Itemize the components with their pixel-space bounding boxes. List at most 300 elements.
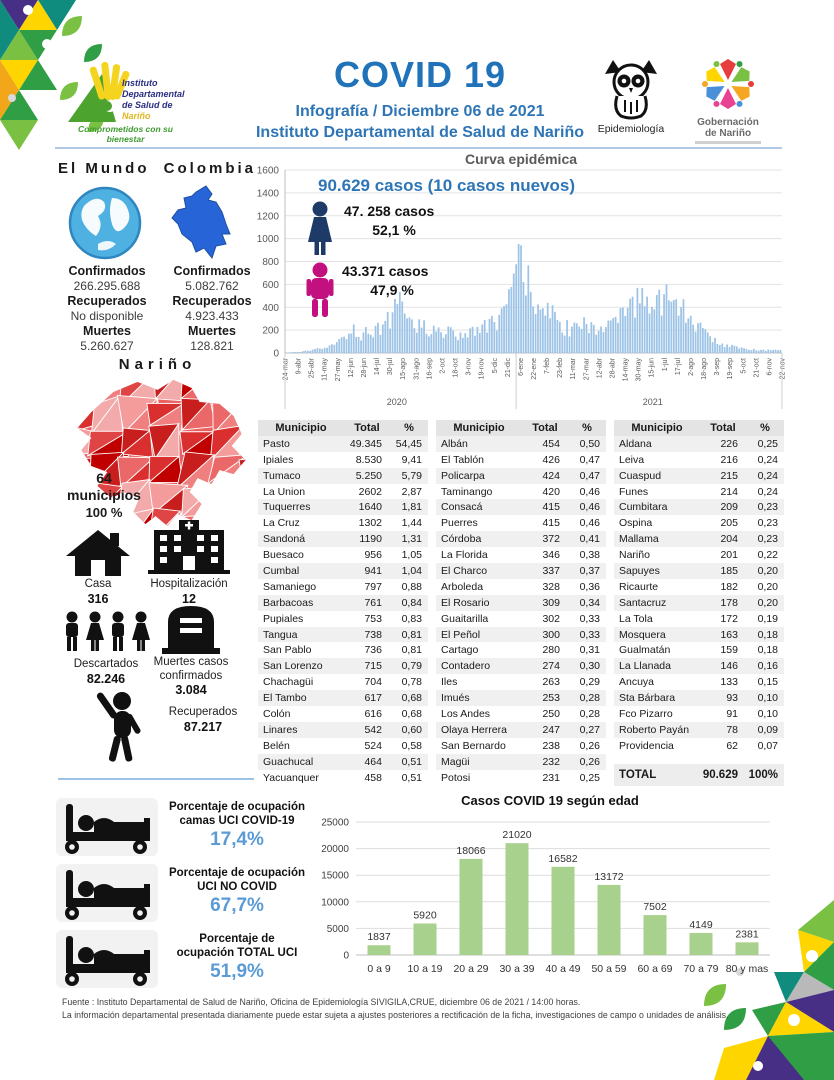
idsn-logo-line3-accent: Nariño xyxy=(122,110,151,121)
svg-text:30-may: 30-may xyxy=(635,358,643,382)
table-cell: 226 xyxy=(720,437,738,450)
table-row xyxy=(258,738,428,754)
table-cell: 0,51 xyxy=(401,755,422,768)
table-row xyxy=(614,563,784,579)
table-cell: 263 xyxy=(542,676,560,689)
table-header-row xyxy=(436,420,606,436)
table-cell: 0,15 xyxy=(757,676,778,689)
table-cell: 1640 xyxy=(358,501,382,514)
casa-label: Casa xyxy=(84,578,112,590)
table-cell: Guaitarilla xyxy=(441,612,489,625)
svg-text:15000: 15000 xyxy=(321,870,349,882)
table-row xyxy=(436,706,606,722)
header-divider xyxy=(55,147,782,149)
footer-line1: Fuente : Instituto Departamental de Salud de Nariño, Oficina de Epidemiología SIVIGILA,CRUE, diciembre 06 de 2021 / 14:00 horas. xyxy=(62,997,581,1007)
table-cell: 0,68 xyxy=(401,707,422,720)
table-cell: 0,46 xyxy=(579,517,600,530)
world-colombia-heading xyxy=(58,160,256,177)
table-row xyxy=(614,468,784,484)
table-cell: 941 xyxy=(364,564,382,577)
table-cell: Pupiales xyxy=(263,612,304,625)
table-cell: TOTAL xyxy=(619,768,657,781)
table-cell: Chachagüi xyxy=(263,676,314,689)
table-cell: 100% xyxy=(748,768,778,781)
footer-line2: La información departamental presentada diariamente puede estar sujeta a ajustes posteriores a rectificación de la ficha, investigaciones de campo o unidades de análisis. xyxy=(62,1010,729,1020)
svg-text:1-jul: 1-jul xyxy=(661,358,669,372)
house-icon xyxy=(66,530,130,576)
left-panel-divider xyxy=(58,778,254,780)
svg-text:7-feb: 7-feb xyxy=(544,358,552,374)
table-cell: 5.250 xyxy=(355,469,382,482)
table-cell: Cuaspud xyxy=(619,469,662,482)
svg-text:80 y mas: 80 y mas xyxy=(725,963,769,975)
table-cell: 238 xyxy=(542,739,560,752)
table-cell: 0,30 xyxy=(579,660,600,673)
table-row xyxy=(258,595,428,611)
svg-text:16-sep: 16-sep xyxy=(426,358,434,380)
table-row xyxy=(258,468,428,484)
svg-text:2381: 2381 xyxy=(735,928,759,941)
table-cell: 0,26 xyxy=(579,755,600,768)
table-cell: 0,36 xyxy=(579,580,600,593)
table-cell: Municipio xyxy=(453,421,505,434)
table-cell: 0,23 xyxy=(757,501,778,514)
table-cell: La Cruz xyxy=(263,517,300,530)
table-row xyxy=(258,547,428,563)
table-cell: Fco Pizarro xyxy=(619,707,673,720)
table-cell: 0,25 xyxy=(579,771,600,784)
svg-text:1837: 1837 xyxy=(367,931,391,944)
table-cell: 231 xyxy=(542,771,560,784)
table-cell: Ancuya xyxy=(619,676,655,689)
colombia-map-icon xyxy=(166,184,238,262)
svg-text:2-oct: 2-oct xyxy=(439,358,447,374)
stat-label: Confirmados xyxy=(68,264,146,278)
table-cell: El Peñol xyxy=(441,628,481,641)
table-cell: 0,20 xyxy=(757,596,778,609)
table-cell: Linares xyxy=(263,723,298,736)
hospitalizacion-label: Hospitalización xyxy=(150,578,228,590)
svg-text:23-feb: 23-feb xyxy=(557,358,565,378)
stat-value: 5.260.627 xyxy=(80,339,134,353)
male-cases: 43.371 casos xyxy=(342,263,429,279)
table-cell: 0,23 xyxy=(757,517,778,530)
table-cell: Córdoba xyxy=(441,533,482,546)
table-cell: 524 xyxy=(364,739,382,752)
svg-text:13172: 13172 xyxy=(594,870,624,883)
table-row xyxy=(436,468,606,484)
descartados-label: Descartados xyxy=(73,658,139,670)
svg-text:40 a 49: 40 a 49 xyxy=(545,963,581,975)
table-cell: 0,47 xyxy=(579,469,600,482)
table-cell: 0,19 xyxy=(757,612,778,625)
table-cell: 1190 xyxy=(359,533,382,546)
table-cell: 715 xyxy=(364,660,382,673)
municipality-table-group xyxy=(436,420,606,785)
gobernacion-tagline-rule xyxy=(695,141,761,144)
svg-text:22-ene: 22-ene xyxy=(531,358,538,380)
uci-nocovid-line1: Porcentaje de ocupación xyxy=(168,867,306,879)
table-cell: San Pablo xyxy=(263,644,312,657)
table-row xyxy=(436,547,606,563)
table-row xyxy=(258,754,428,770)
svg-text:21-oct: 21-oct xyxy=(753,358,761,378)
table-cell: 78 xyxy=(726,723,738,736)
globe-icon xyxy=(68,186,142,260)
table-row xyxy=(436,690,606,706)
uci-total-value: 51,9% xyxy=(210,961,264,982)
muertes-stat xyxy=(142,656,240,698)
table-cell: 146 xyxy=(720,660,738,673)
table-cell: 62 xyxy=(726,739,738,752)
table-cell: 159 xyxy=(720,644,738,657)
table-cell: Cumbal xyxy=(263,564,300,577)
table-cell: Buesaco xyxy=(263,549,304,562)
table-cell: 426 xyxy=(542,453,560,466)
table-cell: Tangua xyxy=(263,628,298,641)
svg-text:18-ago: 18-ago xyxy=(701,358,709,380)
table-row xyxy=(258,706,428,722)
svg-text:27-mar: 27-mar xyxy=(583,358,591,381)
table-cell: % xyxy=(404,421,414,434)
stat-label: Recuperados xyxy=(67,294,147,308)
table-row xyxy=(258,690,428,706)
svg-text:12-jun: 12-jun xyxy=(347,358,355,378)
table-cell: 1,31 xyxy=(401,533,422,546)
table-row xyxy=(436,484,606,500)
table-cell: Municipio xyxy=(275,421,327,434)
table-cell: 761 xyxy=(364,596,382,609)
table-cell: Gualmatán xyxy=(619,644,671,657)
table-cell: 0,18 xyxy=(757,628,778,641)
table-cell: Colón xyxy=(263,707,291,720)
table-cell: 0,46 xyxy=(579,485,600,498)
uci-total-stat xyxy=(160,932,314,984)
table-cell: El Charco xyxy=(441,564,488,577)
table-cell: 0,83 xyxy=(401,612,422,625)
table-cell: 9,41 xyxy=(401,453,422,466)
uci-total-line1: Porcentaje de xyxy=(199,933,275,945)
svg-text:11-may: 11-may xyxy=(321,358,329,381)
gobernacion-line1: Gobernación xyxy=(697,117,759,128)
male-icon xyxy=(304,262,336,318)
age-bar-chart xyxy=(312,806,782,992)
table-cell: Roberto Payán xyxy=(619,723,690,736)
table-cell: Contadero xyxy=(441,660,491,673)
stat-value: No disponible xyxy=(70,309,144,323)
svg-text:200: 200 xyxy=(262,325,279,337)
tombstone-icon xyxy=(156,602,226,654)
table-cell: 0,33 xyxy=(579,628,600,641)
svg-text:9-abr: 9-abr xyxy=(295,358,303,375)
table-cell: Ospina xyxy=(619,517,653,530)
table-cell: El Tablón xyxy=(441,453,485,466)
table-cell: 232 xyxy=(542,755,560,768)
svg-text:7502: 7502 xyxy=(643,901,667,914)
idsn-logo-line1: Instituto xyxy=(122,78,158,88)
svg-text:19-sep: 19-sep xyxy=(727,358,735,380)
table-cell: 0,18 xyxy=(757,644,778,657)
table-cell: 49.345 xyxy=(349,437,382,450)
table-row xyxy=(436,436,606,452)
table-row xyxy=(258,722,428,738)
table-cell: 1,81 xyxy=(401,501,422,514)
table-cell: Sta Bárbara xyxy=(619,692,676,705)
table-cell: 372 xyxy=(542,533,560,546)
table-cell: 1,04 xyxy=(401,564,422,577)
svg-text:24-mar: 24-mar xyxy=(282,358,290,381)
hospital-bed-icon xyxy=(56,864,158,922)
table-cell: 300 xyxy=(542,628,560,641)
table-cell: 0,58 xyxy=(401,739,422,752)
descartados-value: 82.246 xyxy=(86,671,126,686)
table-cell: Guachucal xyxy=(263,755,314,768)
table-row xyxy=(258,627,428,643)
table-row xyxy=(258,563,428,579)
table-cell: 182 xyxy=(720,580,738,593)
table-cell: La Florida xyxy=(441,549,488,562)
idsn-logo-line2: Departamental xyxy=(122,89,185,99)
table-cell: 1,44 xyxy=(401,517,422,530)
female-cases: 47. 258 casos xyxy=(344,203,435,219)
svg-text:2020: 2020 xyxy=(386,397,407,407)
svg-text:400: 400 xyxy=(262,302,279,314)
recovered-person-icon xyxy=(88,690,152,764)
stat-label: Muertes xyxy=(83,324,131,338)
colombia-heading: Colombia xyxy=(163,160,256,177)
stat-label: Confirmados xyxy=(173,264,251,278)
table-cell: El Rosario xyxy=(441,596,490,609)
svg-text:31-ago: 31-ago xyxy=(413,358,421,380)
svg-text:60 a 69: 60 a 69 xyxy=(637,963,673,975)
table-cell: 346 xyxy=(542,549,560,562)
table-cell: 201 xyxy=(720,549,738,562)
uci-covid-value: 17,4% xyxy=(210,829,264,850)
owl-icon xyxy=(593,58,669,118)
gobernacion-line2: de Nariño xyxy=(704,128,752,139)
table-spacer xyxy=(614,754,784,764)
table-cell: 0,16 xyxy=(757,660,778,673)
svg-text:5920: 5920 xyxy=(413,909,437,922)
uci-total-line2: ocupación TOTAL UCI xyxy=(176,947,298,959)
table-row xyxy=(258,452,428,468)
table-cell: 1,05 xyxy=(401,549,422,562)
table-cell: 214 xyxy=(720,485,738,498)
hospitalizacion-value: 12 xyxy=(182,591,196,606)
table-cell: 280 xyxy=(542,644,560,657)
table-cell: 215 xyxy=(720,469,738,482)
table-cell: 250 xyxy=(542,707,560,720)
table-cell: 617 xyxy=(364,692,382,705)
table-header-row xyxy=(258,420,428,436)
table-row xyxy=(614,499,784,515)
svg-text:12-abr: 12-abr xyxy=(596,358,604,379)
table-total-row xyxy=(614,764,784,786)
narino-heading: Nariño xyxy=(118,356,197,373)
table-cell: 0,47 xyxy=(579,453,600,466)
table-cell: 0,29 xyxy=(579,676,600,689)
svg-text:14-may: 14-may xyxy=(622,358,630,382)
table-cell: 424 xyxy=(542,469,560,482)
table-cell: Sapuyes xyxy=(619,564,660,577)
table-cell: 133 xyxy=(720,676,738,689)
table-cell: Policarpa xyxy=(441,469,485,482)
svg-text:1200: 1200 xyxy=(256,211,279,223)
table-cell: 209 xyxy=(720,501,738,514)
table-cell: 704 xyxy=(364,676,382,689)
table-cell: 753 xyxy=(364,612,382,625)
table-row xyxy=(436,642,606,658)
table-cell: 0,10 xyxy=(757,707,778,720)
table-row xyxy=(614,690,784,706)
svg-text:5-oct: 5-oct xyxy=(740,358,748,374)
table-cell: 0,33 xyxy=(579,612,600,625)
epidemiologia-label: Epidemiología xyxy=(597,123,665,135)
svg-text:3-nov: 3-nov xyxy=(465,358,473,376)
table-cell: 0,50 xyxy=(579,437,600,450)
table-cell: Taminango xyxy=(441,485,493,498)
svg-text:1000: 1000 xyxy=(256,234,279,246)
table-cell: Ipiales xyxy=(263,453,294,466)
table-cell: 0,78 xyxy=(401,676,422,689)
table-row xyxy=(258,642,428,658)
table-cell: 253 xyxy=(542,692,560,705)
table-cell: 1302 xyxy=(358,517,382,530)
svg-text:1600: 1600 xyxy=(256,165,279,177)
table-cell: Barbacoas xyxy=(263,596,314,609)
table-cell: 0,31 xyxy=(579,644,600,657)
female-icon xyxy=(302,201,338,259)
muertes-label-line1: Muertes casos xyxy=(153,656,229,668)
table-cell: 337 xyxy=(542,564,560,577)
table-cell: 458 xyxy=(364,771,382,784)
table-cell: 542 xyxy=(364,723,382,736)
table-cell: Olaya Herrera xyxy=(441,723,507,736)
table-cell: Funes xyxy=(619,485,649,498)
table-cell: Tumaco xyxy=(263,469,301,482)
table-cell: 0,25 xyxy=(757,437,778,450)
svg-text:21-dic: 21-dic xyxy=(504,358,512,378)
table-cell: Potosi xyxy=(441,771,471,784)
footer-source xyxy=(62,996,774,1022)
table-cell: Nariño xyxy=(619,549,650,562)
table-cell: 420 xyxy=(542,485,560,498)
table-cell: 0,46 xyxy=(579,501,600,514)
municipality-table-group xyxy=(614,420,784,786)
table-row xyxy=(436,770,606,786)
table-row xyxy=(436,611,606,627)
table-row xyxy=(614,738,784,754)
svg-text:5000: 5000 xyxy=(326,923,349,935)
table-row xyxy=(436,658,606,674)
svg-text:2-ago: 2-ago xyxy=(687,358,695,376)
table-cell: 0,79 xyxy=(401,660,422,673)
table-cell: El Tambo xyxy=(263,692,307,705)
svg-text:50 a 59: 50 a 59 xyxy=(591,963,627,975)
idsn-logo xyxy=(58,58,193,146)
table-cell: 738 xyxy=(364,628,382,641)
table-cell: La Llanada xyxy=(619,660,671,673)
uci-covid-stat xyxy=(160,800,314,852)
table-cell: Pasto xyxy=(263,437,290,450)
idsn-logo-line3-text: de Salud de xyxy=(122,100,173,110)
svg-text:20000: 20000 xyxy=(321,844,349,856)
table-cell: 464 xyxy=(364,755,382,768)
table-cell: Mallama xyxy=(619,533,659,546)
table-cell: 956 xyxy=(364,549,382,562)
table-cell: La Tola xyxy=(619,612,653,625)
table-cell: Total xyxy=(710,421,736,434)
table-row xyxy=(614,515,784,531)
table-row xyxy=(614,579,784,595)
table-cell: 163 xyxy=(720,628,738,641)
table-cell: 0,41 xyxy=(579,533,600,546)
table-row xyxy=(614,674,784,690)
table-cell: 328 xyxy=(542,580,560,593)
table-cell: 0,38 xyxy=(579,549,600,562)
svg-text:1400: 1400 xyxy=(256,188,279,200)
table-cell: 0,22 xyxy=(757,549,778,562)
table-cell: 0,81 xyxy=(401,628,422,641)
table-row xyxy=(436,738,606,754)
muertes-value: 3.084 xyxy=(175,683,207,697)
uci-covid-line1: Porcentaje de ocupación xyxy=(168,801,306,813)
table-cell: Municipio xyxy=(631,421,683,434)
table-cell: 2602 xyxy=(358,485,382,498)
svg-text:28-abr: 28-abr xyxy=(609,358,617,379)
table-row xyxy=(258,499,428,515)
total-cases-headline: 90.629 casos (10 casos nuevos) xyxy=(318,176,576,195)
svg-text:11-mar: 11-mar xyxy=(570,358,578,380)
hospital-bed-icon xyxy=(56,930,158,988)
table-row xyxy=(258,611,428,627)
uci-nocovid-line2: UCI NO COVID xyxy=(197,881,277,893)
table-row xyxy=(614,595,784,611)
table-row xyxy=(258,770,428,786)
table-row xyxy=(258,658,428,674)
world-stats xyxy=(50,264,164,354)
svg-text:17-jul: 17-jul xyxy=(674,358,682,376)
table-cell: 0,20 xyxy=(757,580,778,593)
svg-text:15-ago: 15-ago xyxy=(400,358,408,380)
table-cell: 205 xyxy=(720,517,738,530)
table-row xyxy=(258,579,428,595)
table-cell: 93 xyxy=(726,692,738,705)
svg-text:0: 0 xyxy=(273,348,279,360)
table-cell: 0,23 xyxy=(757,533,778,546)
table-cell: 415 xyxy=(542,501,560,514)
table-cell: Belén xyxy=(263,739,290,752)
idsn-logo-line3 xyxy=(122,100,193,121)
recuperados-label: Recuperados xyxy=(168,706,238,718)
table-cell: Arboleda xyxy=(441,580,484,593)
table-cell: 0,28 xyxy=(579,692,600,705)
table-cell: 178 xyxy=(720,596,738,609)
table-row xyxy=(258,436,428,452)
table-cell: 616 xyxy=(364,707,382,720)
table-cell: 91 xyxy=(726,707,738,720)
table-row xyxy=(258,484,428,500)
table-cell: 0,81 xyxy=(401,644,422,657)
svg-text:800: 800 xyxy=(262,257,279,268)
municipios-word: municipios xyxy=(67,487,141,503)
table-row xyxy=(436,515,606,531)
table-cell: % xyxy=(760,421,770,434)
table-row xyxy=(258,674,428,690)
svg-text:19-nov: 19-nov xyxy=(478,358,486,380)
table-cell: 0,07 xyxy=(757,739,778,752)
table-row xyxy=(614,611,784,627)
